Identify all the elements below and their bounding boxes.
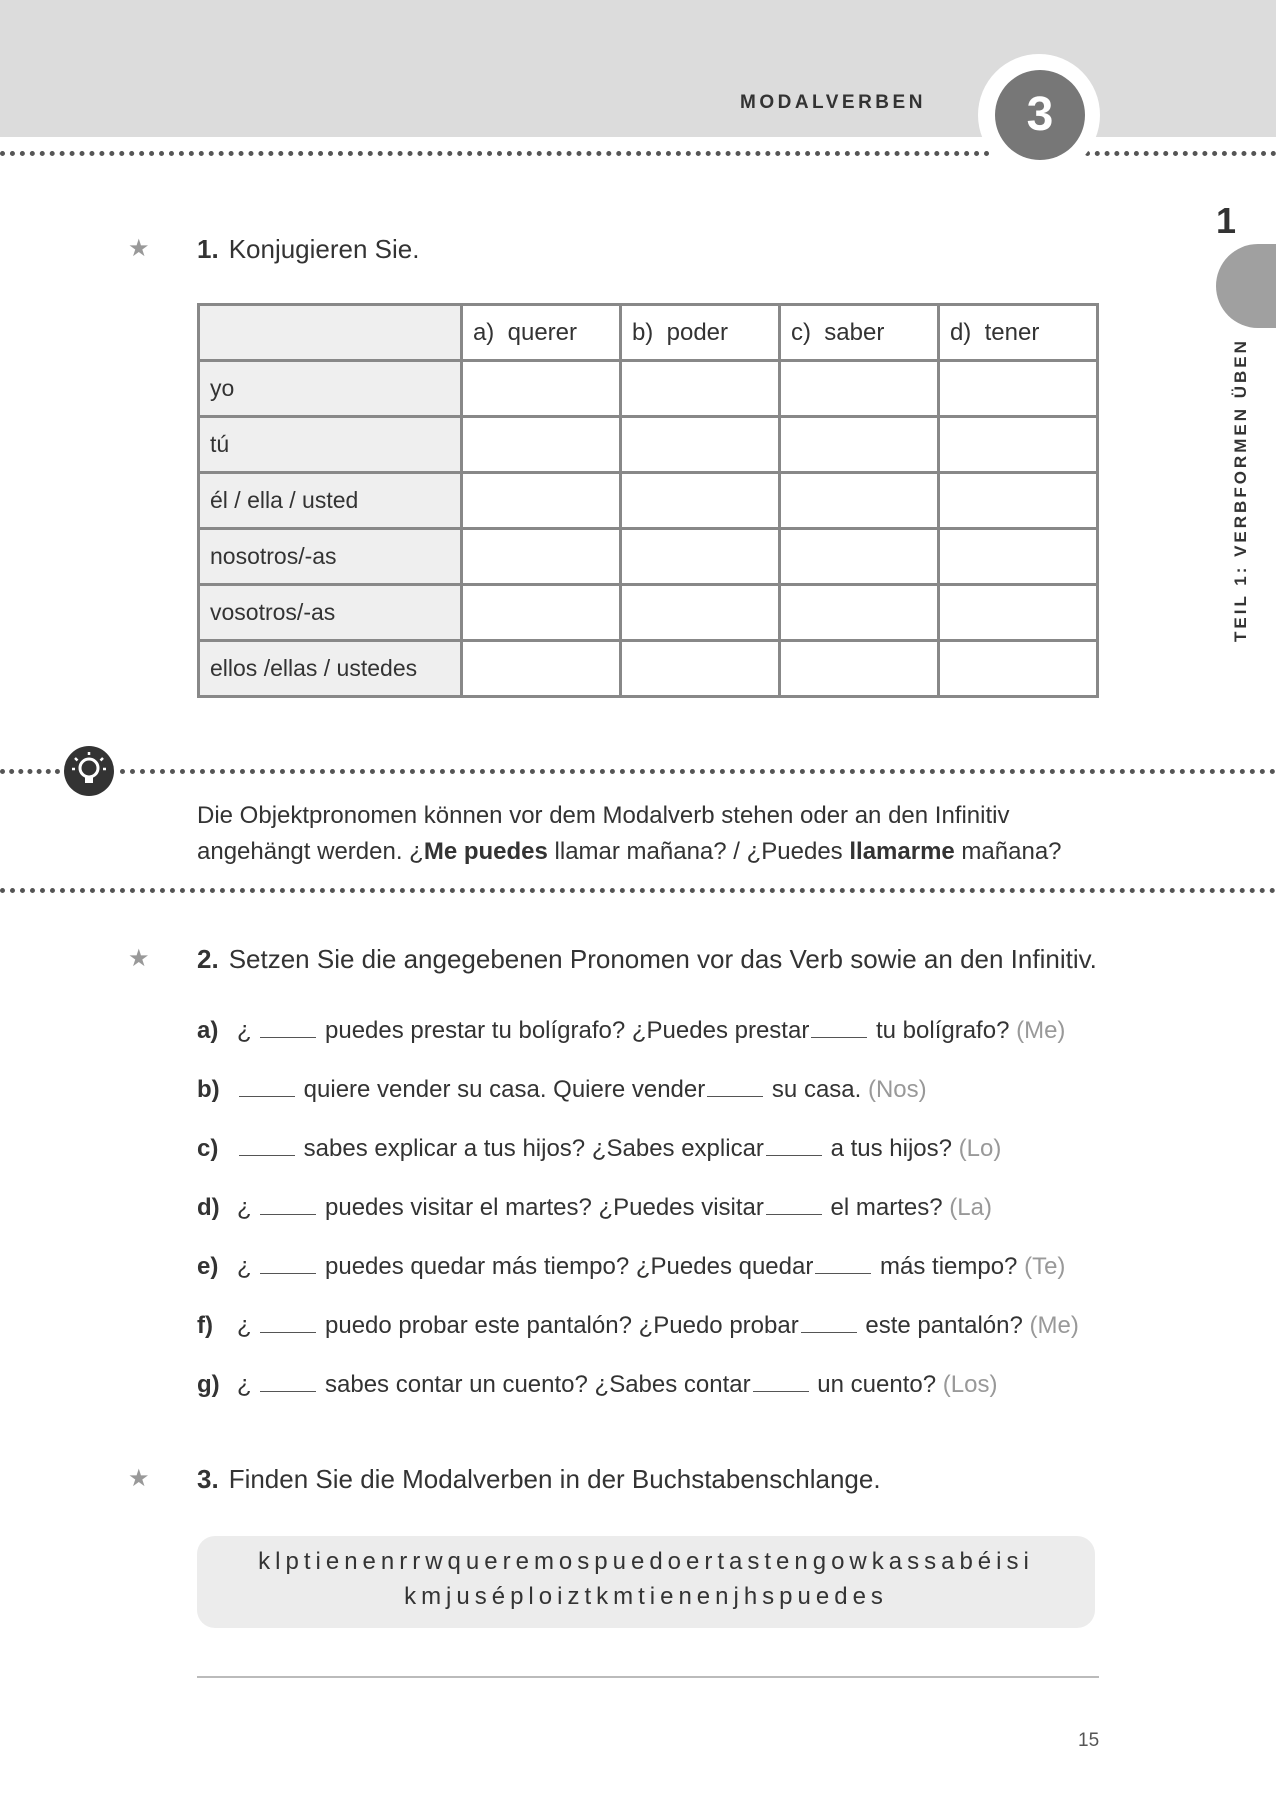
fill-blank[interactable] xyxy=(260,1332,316,1333)
letter-snake-line-2: kmjuséploiztkmtienenjhspuedes xyxy=(404,1583,888,1610)
fill-blank[interactable] xyxy=(239,1096,295,1097)
exercise-item: a) ¿ puedes prestar tu bolígrafo? ¿Puedes prestar tu bolígrafo? (Me) xyxy=(197,1017,1066,1044)
fill-blank[interactable] xyxy=(801,1332,857,1333)
header-dotted-divider-right xyxy=(1085,151,1276,156)
row-header: tú xyxy=(199,417,462,473)
row-header: él / ella / usted xyxy=(199,473,462,529)
answer-cell[interactable] xyxy=(620,417,779,473)
table-row xyxy=(199,361,1098,417)
lightbulb-icon xyxy=(64,746,114,796)
fill-blank[interactable] xyxy=(753,1391,809,1392)
row-header: nosotros/-as xyxy=(199,529,462,585)
answer-cell[interactable] xyxy=(620,641,779,697)
tip-text xyxy=(197,798,1117,870)
table-row xyxy=(199,641,1098,697)
table-row xyxy=(199,473,1098,529)
row-header: ellos /ellas / ustedes xyxy=(199,641,462,697)
part-label: TEIL 1: VERBFORMEN ÜBEN xyxy=(1231,338,1250,642)
exercise-3-heading xyxy=(197,1464,881,1495)
fill-blank[interactable] xyxy=(815,1273,871,1274)
answer-cell[interactable] xyxy=(620,361,779,417)
chapter-number-badge: 3 xyxy=(995,70,1085,160)
answer-cell[interactable] xyxy=(938,641,1097,697)
answer-cell[interactable] xyxy=(461,361,620,417)
exercise-item: d) ¿ puedes visitar el martes? ¿Puedes visitar el martes? (La) xyxy=(197,1194,992,1221)
fill-blank[interactable] xyxy=(260,1037,316,1038)
answer-cell[interactable] xyxy=(461,529,620,585)
tip-line-1: Die Objektpronomen können vor dem Modalverb stehen oder an den Infinitiv xyxy=(197,802,1010,829)
exercise-number: 3. xyxy=(197,1464,219,1494)
column-header: d) tener xyxy=(938,305,1097,361)
answer-cell[interactable] xyxy=(938,361,1097,417)
answer-cell[interactable] xyxy=(938,417,1097,473)
exercise-title: Setzen Sie die angegebenen Pronomen vor das Verb sowie an den Infinitiv. xyxy=(228,944,1097,974)
header-dotted-divider-left xyxy=(0,151,990,156)
answer-cell[interactable] xyxy=(938,473,1097,529)
answer-cell[interactable] xyxy=(620,473,779,529)
fill-blank[interactable] xyxy=(766,1214,822,1215)
letter-snake-box xyxy=(197,1536,1095,1628)
answer-cell[interactable] xyxy=(779,361,938,417)
exercise-item: b) quiere vender su casa. Quiere vender su casa. (Nos) xyxy=(197,1076,927,1103)
part-tab-marker xyxy=(1216,244,1276,328)
fill-blank[interactable] xyxy=(707,1096,763,1097)
tip-dotted-divider-left xyxy=(0,769,60,774)
table-header-row xyxy=(199,305,1098,361)
answer-cell[interactable] xyxy=(938,529,1097,585)
exercise-item: g) ¿ sabes contar un cuento? ¿Sabes contar un cuento? (Los) xyxy=(197,1371,998,1398)
fill-blank[interactable] xyxy=(260,1391,316,1392)
exercise-title: Finden Sie die Modalverben in der Buchstabenschlange. xyxy=(228,1464,881,1494)
table-row xyxy=(199,585,1098,641)
column-header: a) querer xyxy=(461,305,620,361)
exercise-1-heading xyxy=(197,234,420,265)
page-number: 15 xyxy=(1078,1730,1100,1751)
answer-cell[interactable] xyxy=(779,529,938,585)
conjugation-table xyxy=(197,303,1099,698)
fill-blank[interactable] xyxy=(260,1214,316,1215)
exercise-item: f) ¿ puedo probar este pantalón? ¿Puedo probar este pantalón? (Me) xyxy=(197,1312,1079,1339)
answer-cell[interactable] xyxy=(938,585,1097,641)
answer-cell[interactable] xyxy=(461,585,620,641)
fill-blank[interactable] xyxy=(766,1155,822,1156)
answer-cell[interactable] xyxy=(461,473,620,529)
tip-dotted-divider-bottom xyxy=(0,888,1276,893)
row-header: vosotros/-as xyxy=(199,585,462,641)
answer-cell[interactable] xyxy=(620,529,779,585)
answer-cell[interactable] xyxy=(461,641,620,697)
footer-rule xyxy=(197,1676,1099,1678)
row-header: yo xyxy=(199,361,462,417)
fill-blank[interactable] xyxy=(239,1155,295,1156)
answer-cell[interactable] xyxy=(779,473,938,529)
column-header: b) poder xyxy=(620,305,779,361)
table-row xyxy=(199,529,1098,585)
letter-snake-line-1: klptienenrrwqueremospuedoertastengowkassabéisi xyxy=(258,1548,1034,1575)
exercise-item: c) sabes explicar a tus hijos? ¿Sabes explicar a tus hijos? (Lo) xyxy=(197,1135,1002,1162)
fill-blank[interactable] xyxy=(260,1273,316,1274)
exercise-2-heading xyxy=(197,944,1097,975)
tip-dotted-divider-right xyxy=(120,769,1276,774)
answer-cell[interactable] xyxy=(779,585,938,641)
difficulty-star-icon: ★ xyxy=(128,235,150,262)
chapter-title: MODALVERBEN xyxy=(740,92,926,113)
fill-blank[interactable] xyxy=(811,1037,867,1038)
column-header: c) saber xyxy=(779,305,938,361)
tip-line-2: angehängt werden. ¿Me puedes llamar mañana? / ¿Puedes llamarme mañana? xyxy=(197,838,1062,865)
difficulty-star-icon: ★ xyxy=(128,1465,150,1492)
exercise-item: e) ¿ puedes quedar más tiempo? ¿Puedes quedar más tiempo? (Te) xyxy=(197,1253,1066,1280)
part-number: 1 xyxy=(1216,200,1237,241)
difficulty-star-icon: ★ xyxy=(128,945,150,972)
answer-cell[interactable] xyxy=(461,417,620,473)
answer-cell[interactable] xyxy=(620,585,779,641)
exercise-title: Konjugieren Sie. xyxy=(228,234,420,264)
answer-cell[interactable] xyxy=(779,417,938,473)
table-row xyxy=(199,417,1098,473)
table-corner-cell xyxy=(199,305,462,361)
exercise-number: 1. xyxy=(197,234,219,264)
answer-cell[interactable] xyxy=(779,641,938,697)
exercise-number: 2. xyxy=(197,944,219,974)
